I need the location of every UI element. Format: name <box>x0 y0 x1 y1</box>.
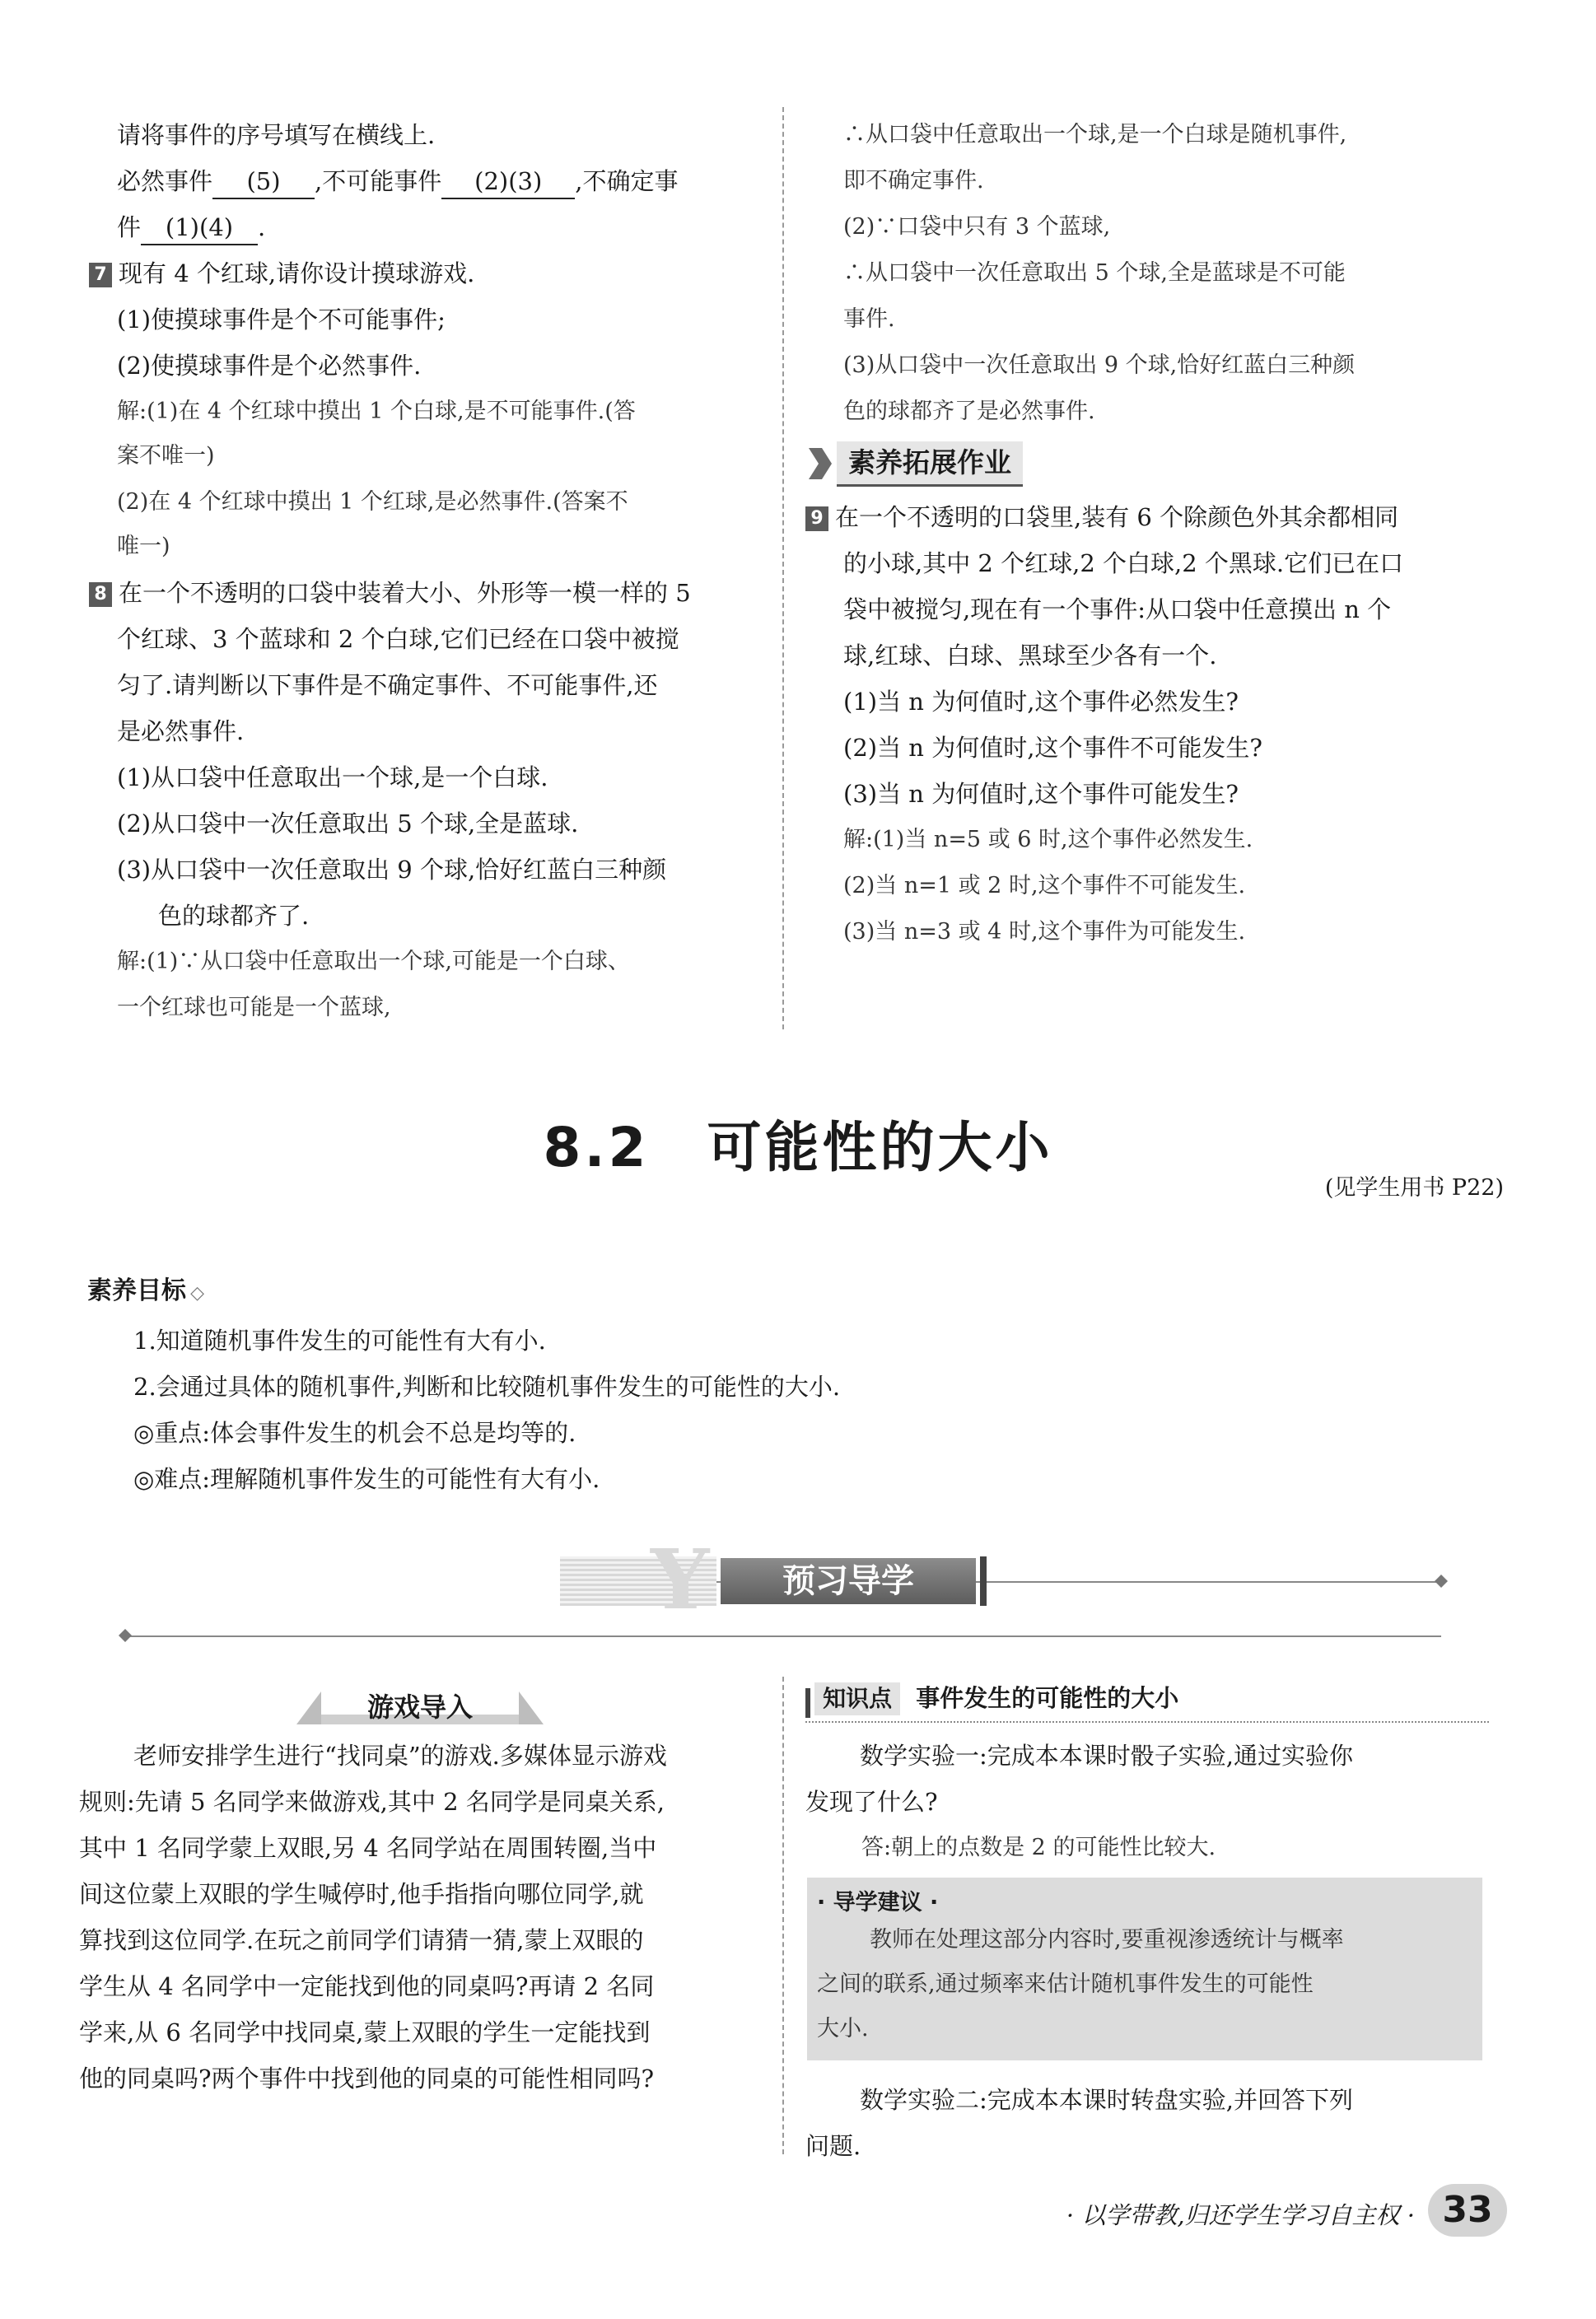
banner-rule-left <box>124 1635 1441 1637</box>
question-9-text-a: 在一个不透明的口袋里,装有 6 个除颜色外其余都相同 <box>835 503 1399 531</box>
question-8-text-b: 个红球、3 个蓝球和 2 个白球,它们已经在口袋中被搅 <box>117 625 679 653</box>
game-intro-header <box>296 1683 544 1729</box>
question-9-text-d: 球,红球、白球、黑球至少各有一个. <box>843 642 1217 670</box>
solution-8-h: (3)从口袋中一次任意取出 9 个球,恰好红蓝白三种颜 <box>843 352 1356 378</box>
goal-2: 2.会通过具体的随机事件,判断和比较随机事件发生的可能性的大小. <box>133 1373 841 1401</box>
kp-title: 事件发生的可能性的大小 <box>916 1684 1179 1712</box>
question-8-part-1: (1)从口袋中任意取出一个球,是一个白球. <box>117 763 548 791</box>
answer-blank-impossible: (2)(3) <box>441 165 575 199</box>
banner-bar <box>980 1556 987 1606</box>
footer-motto: · 以学带教,归还学生学习自主权 · <box>1066 2201 1415 2229</box>
section-header-extension <box>805 440 1077 486</box>
answer-blank-certain: (5) <box>212 165 315 199</box>
solution-7-1b: 案不唯一) <box>117 443 215 469</box>
key-point: ◎重点:体会事件发生的机会不总是均等的. <box>133 1419 576 1447</box>
experiment-2b: 问题. <box>805 2132 861 2160</box>
answer-line-1 <box>117 165 678 199</box>
banner-letter: Y <box>651 1531 710 1628</box>
question-9-text-b: 的小球,其中 2 个红球,2 个白球,2 个黑球.它们已在口 <box>843 549 1404 577</box>
goals-section <box>87 1270 204 1306</box>
experiment-1a: 数学实验一:完成本本课时骰子实验,通过实验你 <box>860 1742 1353 1770</box>
solution-8-i: 色的球都齐了是必然事件. <box>843 399 1095 424</box>
question-8-part-3b: 色的球都齐了. <box>158 902 310 930</box>
column-divider-top <box>782 107 784 1029</box>
preview-banner <box>560 1531 1005 1628</box>
experiment-2a: 数学实验二:完成本本课时转盘实验,并回答下列 <box>860 2086 1353 2114</box>
question-7-part-1: (1)使摸球事件是个不可能事件; <box>117 306 446 334</box>
question-8 <box>89 576 691 609</box>
goal-1: 1.知道随机事件发生的可能性有大有小. <box>133 1327 546 1355</box>
question-8-text-d: 是必然事件. <box>117 717 245 745</box>
question-9-part-2: (2)当 n 为何值时,这个事件不可能发生? <box>843 734 1262 762</box>
question-9-text-c: 袋中被搅匀,现在有一个事件:从口袋中任意摸出 n 个 <box>843 595 1392 623</box>
solution-9-2: (2)当 n=1 或 2 时,这个事件不可能发生. <box>843 873 1246 898</box>
question-number-9: 9 <box>805 506 828 531</box>
answer-line-2 <box>117 211 265 245</box>
difficult-point: ◎难点:理解随机事件发生的可能性有大有小. <box>133 1465 600 1493</box>
period: . <box>258 213 266 241</box>
label-impossible: ,不可能事件 <box>315 167 442 195</box>
solution-8-g: 事件. <box>843 306 895 332</box>
question-8-part-2: (2)从口袋中一次任意取出 5 个球,全是蓝球. <box>117 810 579 838</box>
section-title: 素养拓展作业 <box>837 441 1023 487</box>
arrow-icon <box>805 443 835 484</box>
solution-8-a: 解:(1)∵从口袋中任意取出一个球,可能是一个白球、 <box>117 949 630 974</box>
solution-8-c: ∴从口袋中任意取出一个球,是一个白球是随机事件, <box>843 122 1347 147</box>
knowledge-point-header <box>805 1680 1178 1718</box>
answer-1: 答:朝上的点数是 2 的可能性比较大. <box>861 1835 1216 1860</box>
question-7-part-2: (2)使摸球事件是个必然事件. <box>117 352 422 380</box>
question-number-8: 8 <box>89 582 112 607</box>
column-divider-bottom <box>782 1677 784 2154</box>
student-book-reference: (见学生用书 P22) <box>1324 1175 1504 1201</box>
diamond-icon: ◇ <box>190 1283 205 1304</box>
game-paragraph-4: 间这位蒙上双眼的学生喊停时,他手指指向哪位同学,就 <box>79 1880 644 1908</box>
question-8-part-3a: (3)从口袋中一次任意取出 9 个球,恰好红蓝白三种颜 <box>117 856 667 884</box>
experiment-1b: 发现了什么? <box>805 1788 938 1816</box>
solution-8-b: 一个红球也可能是一个蓝球, <box>117 995 391 1020</box>
game-paragraph-5: 算找到这位同学.在玩之前同学们请猜一猜,蒙上双眼的 <box>79 1926 644 1954</box>
rule-end-diamond-icon <box>1435 1575 1448 1588</box>
game-paragraph-7: 学来,从 6 名同学中找同桌,蒙上双眼的学生一定能找到 <box>79 2018 651 2046</box>
solution-9-3: (3)当 n=3 或 4 时,这个事件为可能发生. <box>843 919 1246 945</box>
label-certain: 必然事件 <box>117 167 213 195</box>
kp-underline <box>805 1721 1489 1723</box>
instruction-line: 请将事件的序号填写在横线上. <box>117 121 436 149</box>
question-9-part-3: (3)当 n 为何值时,这个事件可能发生? <box>843 780 1239 808</box>
solution-7-2a: (2)在 4 个红球中摸出 1 个红球,是必然事件.(答案不 <box>117 489 628 515</box>
solution-8-f: ∴从口袋中一次任意取出 5 个球,全是蓝球是不可能 <box>843 260 1346 286</box>
kp-bar <box>805 1688 810 1718</box>
game-paragraph-6: 学生从 4 名同学中一定能找到他的同桌吗?再请 2 名同 <box>79 1972 655 2000</box>
question-9-part-1: (1)当 n 为何值时,这个事件必然发生? <box>843 688 1239 716</box>
label-uncertain: ,不确定事 <box>575 167 679 195</box>
question-8-text-c: 匀了.请判断以下事件是不确定事件、不可能事件,还 <box>117 671 658 699</box>
game-paragraph-2: 规则:先请 5 名同学来做游戏,其中 2 名同学是同桌关系, <box>79 1788 665 1816</box>
label-jian: 件 <box>117 213 142 241</box>
solution-8-d: 即不确定事件. <box>843 168 984 194</box>
game-paragraph-3: 其中 1 名同学蒙上双眼,另 4 名同学站在周围转圈,当中 <box>79 1834 657 1862</box>
question-7 <box>89 257 474 290</box>
question-9 <box>805 501 1398 534</box>
tip-heading: · 导学建议 · <box>817 1890 939 1915</box>
tip-line-2: 之间的联系,通过频率来估计随机事件发生的可能性 <box>817 1971 1314 1997</box>
goals-heading: 素养目标 <box>87 1276 186 1305</box>
solution-8-e: (2)∵口袋中只有 3 个蓝球, <box>843 214 1111 240</box>
page-number: 33 <box>1428 2184 1507 2237</box>
solution-9-1: 解:(1)当 n=5 或 6 时,这个事件必然发生. <box>843 827 1253 852</box>
question-7-text: 现有 4 个红球,请你设计摸球游戏. <box>119 259 475 287</box>
tip-box <box>807 1878 1482 2060</box>
game-intro-title: 游戏导入 <box>366 1691 473 1723</box>
lesson-title: 8.2 可能性的大小 <box>543 1116 1053 1179</box>
question-number-7: 7 <box>89 263 112 287</box>
answer-blank-uncertain: (1)(4) <box>141 211 258 245</box>
game-paragraph-1: 老师安排学生进行“找同桌”的游戏.多媒体显示游戏 <box>133 1742 667 1770</box>
tip-line-3: 大小. <box>817 2016 869 2041</box>
solution-7-2b: 唯一) <box>117 534 170 559</box>
kp-tag: 知识点 <box>814 1682 900 1715</box>
tip-line-1: 教师在处理这部分内容时,要重视渗透统计与概率 <box>870 1927 1344 1953</box>
solution-7-1a: 解:(1)在 4 个红球中摸出 1 个白球,是不可能事件.(答 <box>117 399 636 424</box>
game-paragraph-8: 他的同桌吗?两个事件中找到他的同桌的可能性相同吗? <box>79 2065 655 2093</box>
rule-end-diamond-icon <box>119 1629 132 1642</box>
banner-title: 预习导学 <box>721 1558 976 1604</box>
question-8-text-a: 在一个不透明的口袋中装着大小、外形等一模一样的 5 <box>119 579 691 607</box>
